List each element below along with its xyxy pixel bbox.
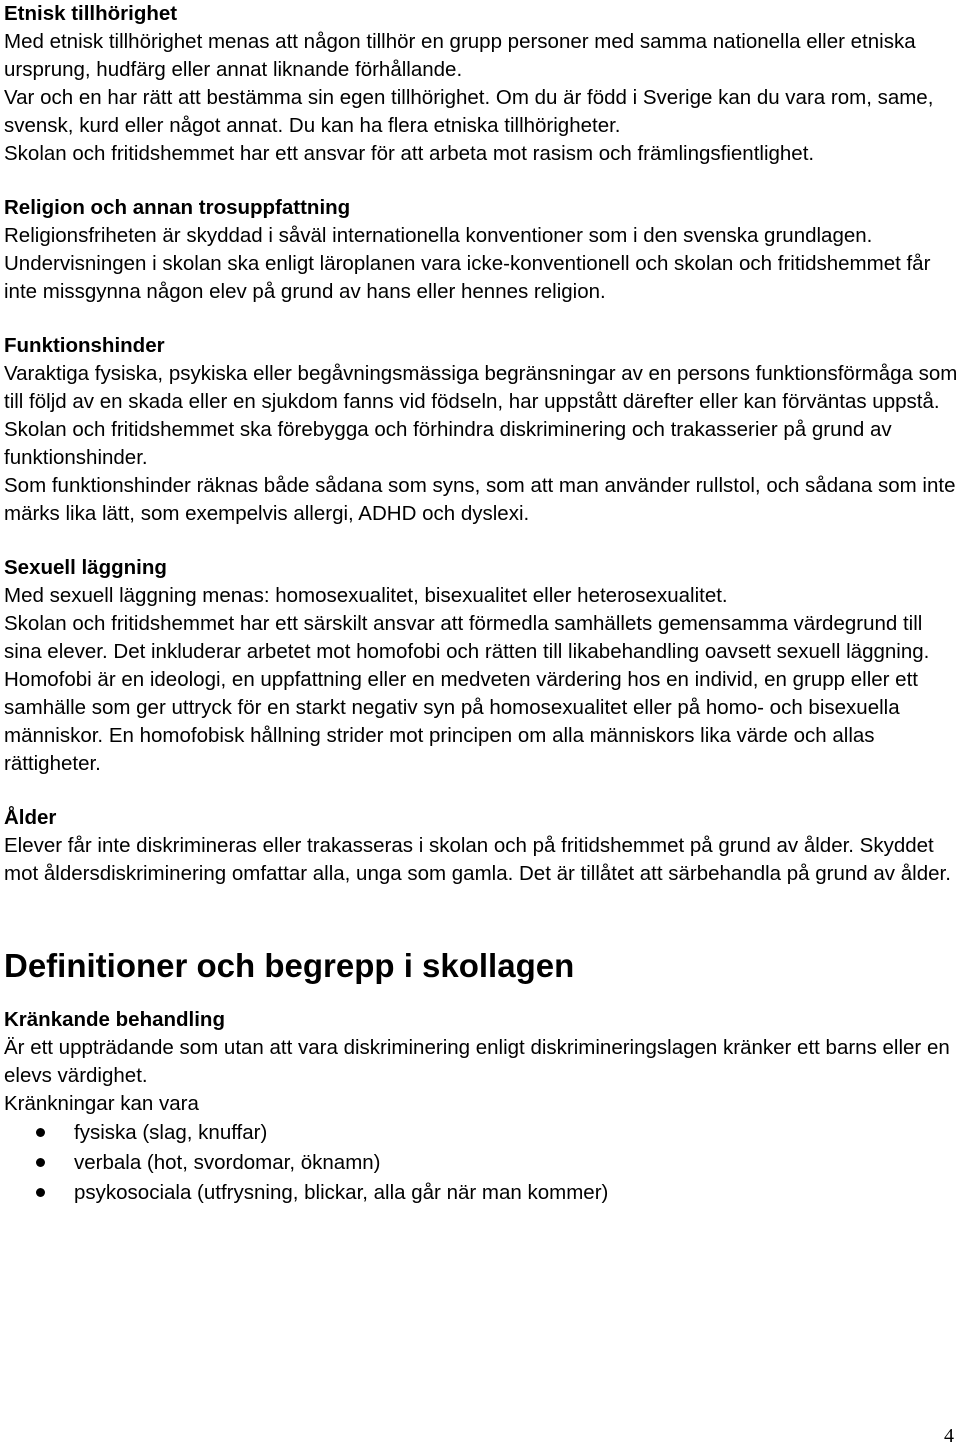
paragraph: Är ett uppträdande som utan att vara diskriminering enligt diskrimineringslagen kränker ett barns eller en elevs värdighet. <box>4 1036 950 1087</box>
list-item-text: psykosociala (utfrysning, blickar, alla går när man kommer) <box>74 1181 609 1204</box>
section-heading: Funktionshinder <box>4 334 165 357</box>
spacer <box>4 306 958 332</box>
spacer <box>4 528 958 554</box>
section-religion <box>4 194 958 306</box>
paragraph: Med etnisk tillhörighet menas att någon tillhör en grupp personer med samma nationella eller etniska ursprung, hudfärg eller annat liknande förhållande. <box>4 30 916 81</box>
list-item <box>4 1118 958 1148</box>
section-heading: Etnisk tillhörighet <box>4 2 178 25</box>
page-number: 4 <box>944 1425 954 1447</box>
section-sexuell-laggning <box>4 554 958 778</box>
chapter-title: Definitioner och begrepp i skollagen <box>4 947 575 984</box>
list-item <box>4 1178 958 1208</box>
paragraph: Med sexuell läggning menas: homosexualitet, bisexualitet eller heterosexualitet. <box>4 584 728 607</box>
paragraph: Skolan och fritidshemmet har ett särskilt ansvar att förmedla samhällets gemensamma värdegrund till sina elever. Det inkluderar arbetet mot homofobi och rätten till likabehandling oavsett sexuell läggning. <box>4 612 930 663</box>
paragraph: Religionsfriheten är skyddad i såväl internationella konventioner som i den svenska grundlagen. Undervisningen i skolan ska enligt läroplanen vara icke-konventionell och skolan och fritidshemmet får inte missgynna någon elev på grund av hans eller hennes religion. <box>4 224 931 303</box>
bullet-list <box>4 1118 958 1208</box>
paragraph: Homofobi är en ideologi, en uppfattning eller en medveten värdering hos en individ, en grupp eller ett samhälle som ger uttryck för en starkt negativ syn på homosexualitet eller på homo- och bisexuella människor. En homofobisk hållning strider mot principen om alla människors lika värde och allas rättigheter. <box>4 668 918 775</box>
bullet-icon <box>36 1158 45 1167</box>
section-heading: Kränkande behandling <box>4 1008 225 1031</box>
spacer <box>4 888 958 946</box>
paragraph: Skolan och fritidshemmet har ett ansvar för att arbeta mot rasism och främlingsfientlighet. <box>4 142 815 165</box>
section-heading: Religion och annan trosuppfattning <box>4 196 351 219</box>
bullet-icon <box>36 1188 45 1197</box>
section-funktionshinder <box>4 332 958 528</box>
list-item <box>4 1148 958 1178</box>
paragraph: Var och en har rätt att bestämma sin egen tillhörighet. Om du är född i Sverige kan du vara rom, same, svensk, kurd eller något annat. Du kan ha flera etniska tillhörigheter. <box>4 86 934 137</box>
paragraph: Skolan och fritidshemmet ska förebygga och förhindra diskriminering och trakasserier på grund av funktionshinder. <box>4 418 892 469</box>
chapter-definitioner <box>4 946 958 1208</box>
paragraph: Elever får inte diskrimineras eller trakasseras i skolan och på fritidshemmet på grund av ålder. Skyddet mot åldersdiskriminering omfattar alla, unga som gamla. Det är tillåtet att särbehandla på grund av ålder. <box>4 834 951 885</box>
bullet-icon <box>36 1128 45 1137</box>
spacer <box>4 168 958 194</box>
document-page <box>4 0 958 1208</box>
paragraph: Som funktionshinder räknas både sådana som syns, som att man använder rullstol, och sådana som inte märks lika lätt, som exempelvis allergi, ADHD och dyslexi. <box>4 474 956 525</box>
section-alder <box>4 804 958 888</box>
spacer <box>4 778 958 804</box>
section-heading: Sexuell läggning <box>4 556 167 579</box>
section-heading: Ålder <box>4 806 57 829</box>
paragraph: Kränkningar kan vara <box>4 1092 199 1115</box>
list-item-text: verbala (hot, svordomar, öknamn) <box>74 1151 381 1174</box>
section-etnisk-tillhorighet <box>4 0 958 168</box>
paragraph: Varaktiga fysiska, psykiska eller begåvningsmässiga begränsningar av en persons funktionsförmåga som till följd av en skada eller en sjukdom fanns vid födseln, har uppstått därefter eller kan förväntas uppstå. <box>4 362 958 413</box>
list-item-text: fysiska (slag, knuffar) <box>74 1121 268 1144</box>
